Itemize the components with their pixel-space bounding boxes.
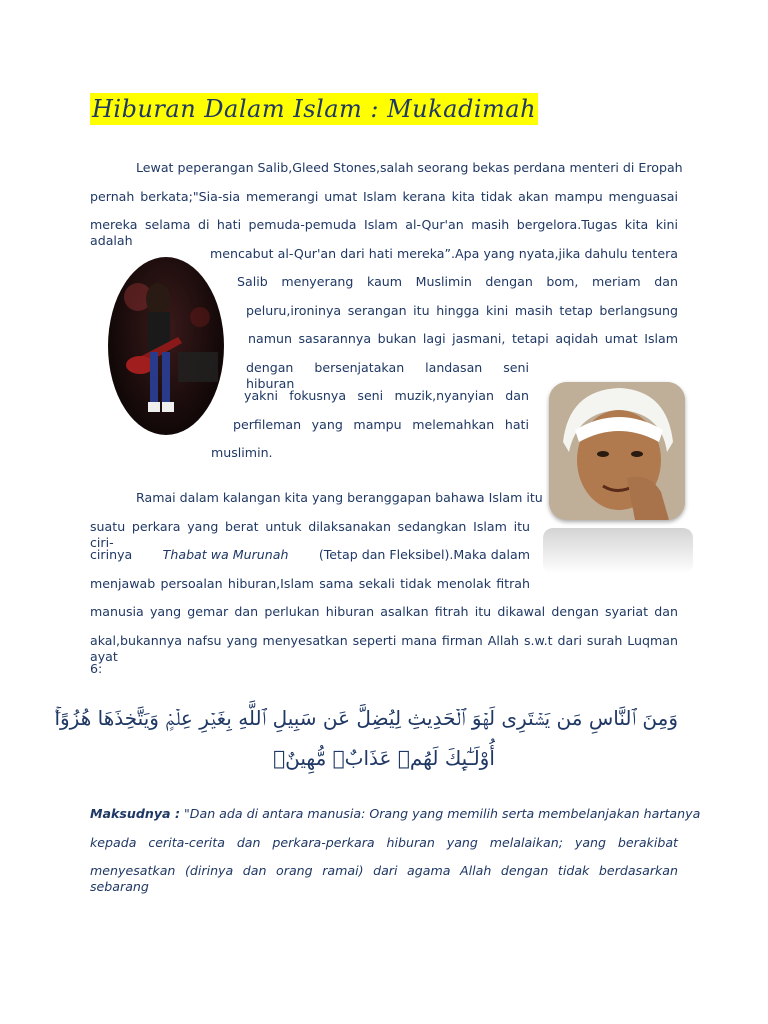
guitarist-illustration [108,257,224,435]
paragraph-line: akal,bukannya nafsu yang menyesatkan seperti mana firman Allah s.w.t dari surah Luqman ayat [90,633,678,664]
translation-line: menyesatkan (dirinya dan orang ramai) dari agama Allah dengan tidak berdasarkan sebarang [90,863,678,894]
paragraph-line [90,547,530,563]
paragraph-line: peluru,ironinya serangan itu hingga kini masih tetap berlangsung [246,303,678,318]
portrait-illustration [549,382,685,520]
paragraph-line: menjawab persoalan hiburan,Islam sama sekali tidak menolak fitrah [90,576,530,591]
paragraph-line: perfileman yang mampu melemahkan hati [233,417,529,432]
italic-term: Thabat wa Murunah [162,547,289,562]
paragraph-line: manusia yang gemar dan perlukan hiburan asalkan fitrah itu dikawal dengan syariat dan [90,604,678,619]
paragraph-line: Salib menyerang kaum Muslimin dengan bom, meriam dan [237,274,678,289]
line-text: cirinya [90,547,133,562]
paragraph-line: Ramai dalam kalangan kita yang beranggapan bahawa Islam itu [136,490,543,505]
line-text: (Tetap dan Fleksibel).Maka dalam [318,547,530,562]
arabic-verse-line: أُوْلَـٰٓٮِٕكَ لَهُمۡ عَذَابٌ۬ مُّهِينٌ۬ [273,746,495,770]
paragraph-line: mereka selama di hati pemuda-pemuda Islam al-Qur'an masih bergelora.Tugas kita kini adalah [90,217,678,248]
portrait-photo [549,382,685,520]
portrait-reflection [543,528,693,574]
translation-line [90,806,701,822]
document-title: Hiburan Dalam Islam : Mukadimah [92,95,537,123]
paragraph-line: 6: [90,661,103,676]
paragraph-line: suatu perkara yang berat untuk dilaksanakan sedangkan Islam itu ciri- [90,519,530,550]
paragraph-line: namun sasarannya bukan lagi jasmani, tetapi aqidah umat Islam [248,331,678,346]
translation-label: Maksudnya : [90,806,180,821]
paragraph-line: dengan bersenjatakan landasan seni hiburan [246,360,529,391]
paragraph-line: pernah berkata;"Sia-sia memerangi umat Islam kerana kita tidak akan mampu menguasai [90,189,678,204]
paragraph-line: Lewat peperangan Salib,Gleed Stones,salah seorang bekas perdana menteri di Eropah [136,160,683,175]
paragraph-line: mencabut al-Qur'an dari hati mereka”.Apa yang nyata,jika dahulu tentera [210,246,678,261]
guitarist-photo [108,257,224,435]
paragraph-line: yakni fokusnya seni muzik,nyanyian dan [244,388,529,403]
translation-text: "Dan ada di antara manusia: Orang yang memilih serta membelanjakan hartanya [179,806,701,821]
arabic-verse-line: وَمِنَ ٱلنَّاسِ مَن يَشۡتَرِى لَهۡوَ ٱلۡحَدِيثِ لِيُضِلَّ عَن سَبِيلِ ٱللَّهِ بِغَيۡرِ عِلۡمٍ۬ وَيَتَّخِذَهَا هُزُوًا‌ۚ [54,706,678,730]
paragraph-line: muslimin. [211,445,273,460]
translation-line: kepada cerita-cerita dan perkara-perkara hiburan yang melalaikan; yang berakibat [90,835,678,850]
